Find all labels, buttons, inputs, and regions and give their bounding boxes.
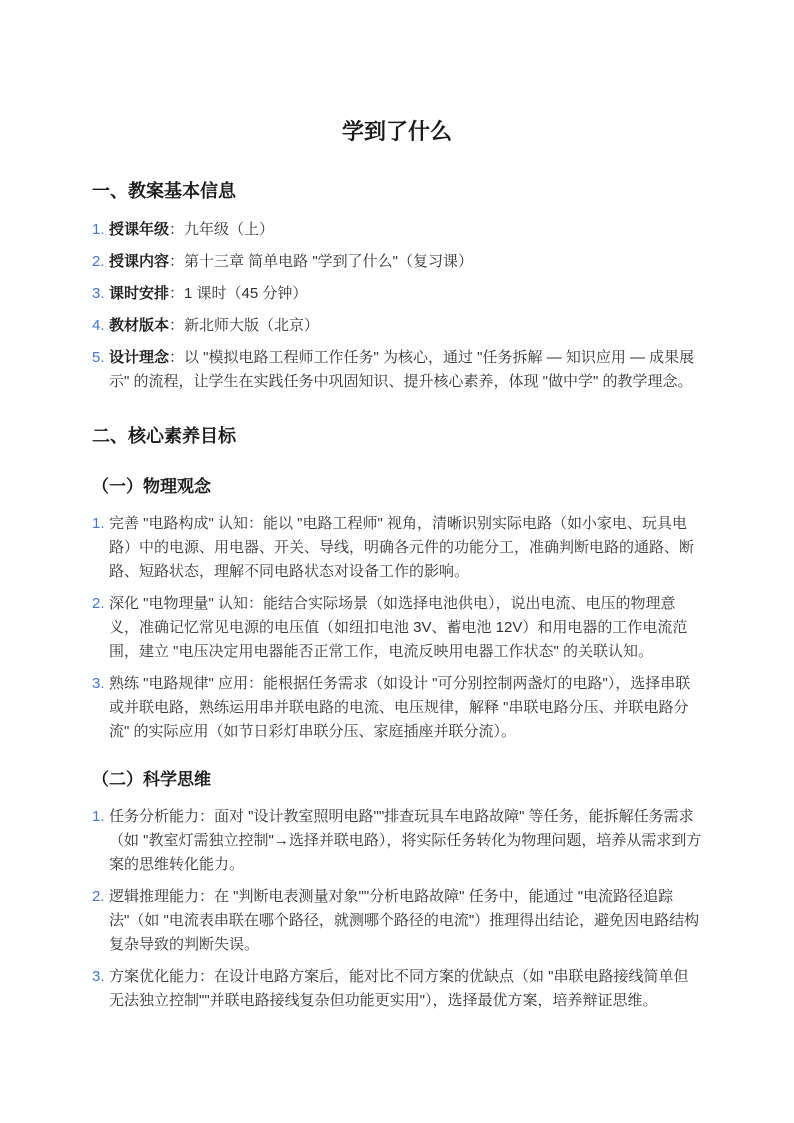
list-item-text: 任务分析能力：面对 "设计教室照明电路""排查玩具车电路故障" 等任务，能拆解任务需求（如 "教室灯需独立控制"→选择并联电路），将实际任务转化为物理问题，培养从需求到方案的思维转化能力。 (109, 808, 702, 874)
list-item (92, 512, 702, 584)
subsection-2-heading: （二）科学思维 (92, 769, 211, 789)
list-item (92, 346, 702, 394)
scientific-thinking-list (92, 805, 702, 1013)
list-number: 1. (92, 808, 105, 826)
basic-info-list (92, 218, 702, 394)
list-item (92, 592, 702, 664)
list-item-value: ：新北师大版（北京） (169, 316, 320, 334)
physics-concepts-list (92, 512, 702, 744)
list-item-value: ：九年级（上） (169, 220, 275, 238)
list-item-value: ：1 课时（45 分钟） (169, 284, 308, 302)
list-item-text (109, 346, 702, 394)
list-number: 3. (92, 968, 105, 986)
list-item (92, 314, 702, 338)
list-item (92, 805, 702, 877)
list-item (92, 218, 702, 242)
subsection-1-heading: （一）物理观念 (92, 476, 211, 496)
list-item (92, 250, 702, 274)
list-number: 2. (92, 594, 105, 612)
list-item-text (109, 218, 702, 242)
list-item-label: 设计理念 (109, 348, 170, 366)
list-item-label: 课时安排 (109, 284, 170, 302)
list-number: 2. (92, 888, 105, 906)
list-number: 4. (92, 316, 105, 334)
list-number: 3. (92, 674, 105, 692)
list-number: 1. (92, 514, 105, 532)
list-item-label: 授课年级 (109, 220, 170, 238)
list-item-value: ：以 "模拟电路工程师工作任务" 为核心，通过 "任务拆解 — 知识应用 — 成果展示" 的流程，让学生在实践任务中巩固知识、提升核心素养，体现 "做中学" 的教学理念。 (109, 348, 695, 390)
section-2-heading: 二、核心素养目标 (92, 425, 236, 446)
list-number: 5. (92, 348, 105, 366)
list-item-text (109, 282, 702, 306)
list-item (92, 282, 702, 306)
list-item (92, 965, 702, 1013)
list-number: 1. (92, 220, 105, 238)
list-number: 2. (92, 252, 105, 270)
section-1-heading: 一、教案基本信息 (92, 181, 236, 202)
list-item (92, 885, 702, 957)
list-item-text: 方案优化能力：在设计电路方案后，能对比不同方案的优缺点（如 "串联电路接线简单但无法独立控制""并联电路接线复杂但功能更实用"），选择最优方案，培养辩证思维。 (109, 968, 689, 1010)
list-number: 3. (92, 284, 105, 302)
list-item (92, 672, 702, 744)
list-item-text: 深化 "电物理量" 认知：能结合实际场景（如选择电池供电），说出电流、电压的物理意义，准确记忆常见电源的电压值（如纽扣电池 3V、蓄电池 12V）和用电器的工作电流范围，建立 "电压决定用电器能否正常工作，电流反映用电器工作状态" 的关联认知。 (109, 594, 688, 660)
page-title: 学到了什么 (341, 119, 452, 144)
list-item-text (109, 250, 702, 274)
list-item-value: ：第十三章 简单电路 "学到了什么"（复习课） (169, 252, 474, 270)
list-item-text: 完善 "电路构成" 认知：能以 "电路工程师" 视角，清晰识别实际电路（如小家电、玩具电路）中的电源、用电器、开关、导线，明确各元件的功能分工，准确判断电路的通路、断路、短路状态，理解不同电路状态对设备工作的影响。 (109, 514, 695, 580)
list-item-label: 教材版本 (109, 316, 170, 334)
list-item-label: 授课内容 (109, 252, 170, 270)
list-item-text: 逻辑推理能力：在 "判断电表测量对象""分析电路故障" 任务中，能通过 "电流路径追踪法"（如 "电流表串联在哪个路径，就测哪个路径的电流"）推理得出结论，避免因电路结构复杂导致的判断失误。 (109, 888, 700, 954)
list-item-text: 熟练 "电路规律" 应用：能根据任务需求（如设计 "可分别控制两盏灯的电路"），选择串联或并联电路，熟练运用串并联电路的电流、电压规律，解释 "串联电路分压、并联电路分流" 的实际应用（如节日彩灯串联分压、家庭插座并联分流）。 (109, 674, 691, 740)
list-item-text (109, 314, 702, 338)
